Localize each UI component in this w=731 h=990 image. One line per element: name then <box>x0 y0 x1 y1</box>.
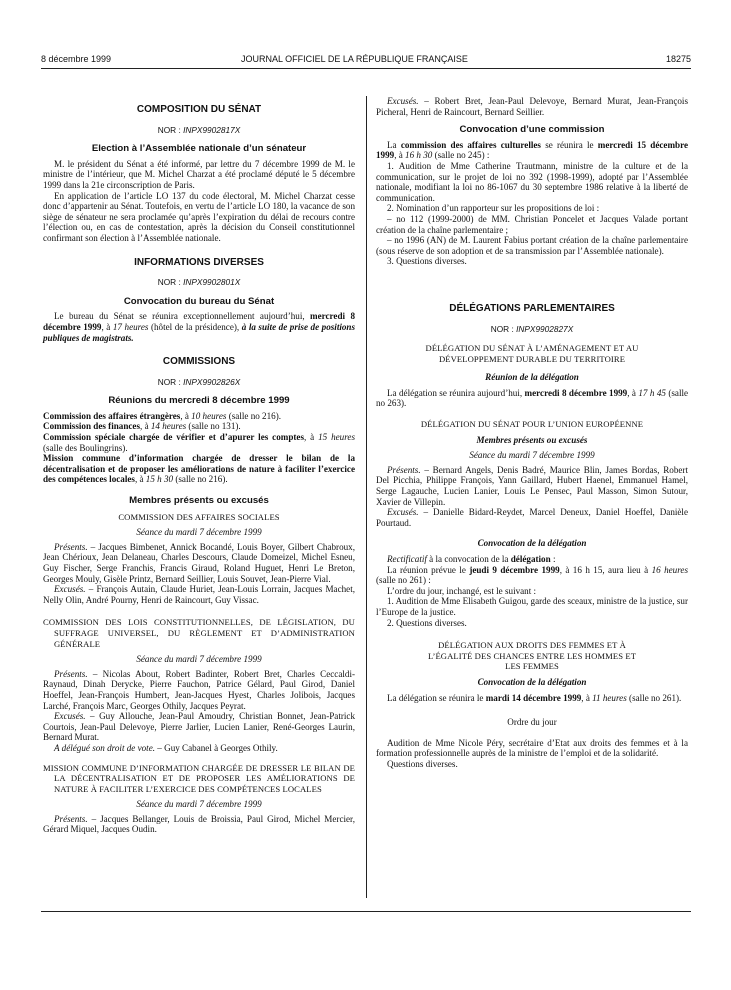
paragraph: La délégation se réunira aujourd’hui, mercredi 8 décembre 1999, à 17 h 45 (salle no 263). <box>376 387 689 409</box>
header-page-number: 18275 <box>665 54 691 64</box>
presents-list: Présents. – Jacques Bimbenet, Annick Bocandé, Louis Boyer, Gilbert Chabroux, Jean Chérioux, Jean Delaneau, Charles Descours, Claude Domeizel, Michel Esneu, Guy Fischer, Serge Franchis, Francis Giraud, Roland Huguet, Henri Le Breton, Georges Mouly, Gisèle Printz, Bernard Seillier, Louis Souvet, Jean-Pierre Vial. <box>43 541 355 584</box>
agenda-item: 2. Nomination d’un rapporteur sur les propositions de loi : <box>387 203 600 214</box>
agenda-item: 2. Questions diverses. <box>387 617 467 628</box>
agenda-item: 3. Questions diverses. <box>387 256 467 267</box>
agenda-subitem: – no 1996 (AN) de M. Laurent Fabius portant création de la chaîne parlementaire (sous réserve de son adoption et de sa transmission par l’Assemblée nationale). <box>376 235 688 256</box>
meeting-line: Commission spéciale chargée de vérifier et d’apurer les comptes, à 15 heures (salle des Boulingrins). <box>43 432 355 453</box>
excuses-list: Excusés. – Danielle Bidard-Reydet, Marcel Deneux, Daniel Hoeffel, Danièle Pourtaud. <box>376 507 688 528</box>
delegation-subtitle: Réunion de la délégation <box>485 372 579 383</box>
excuses-list: Excusés. – Guy Allouche, Jean-Paul Amoudry, Christian Bonnet, Jean-Patrick Courtois, Jean-Paul Delevoye, Pierre Jarlier, Lucien Lanier, René-Georges Laurin, Bernard Murat. <box>43 711 355 743</box>
excuses-list: Excusés. – Robert Bret, Jean-Paul Delevoye, Bernard Murat, Jean-François Picheral, Henri de Raincourt, Bernard Seillier. <box>376 96 688 117</box>
seance-date: Séance du mardi 7 décembre 1999 <box>136 654 262 665</box>
subsection-title-reunions: Réunions du mercredi 8 décembre 1999 <box>108 395 290 407</box>
meeting-line: Commission des affaires étrangères, à 10 heures (salle no 216). <box>43 410 282 421</box>
paragraph: Audition de Mme Nicole Péry, secrétaire d’Etat aux droits des femmes et à la formation professionnelle auprès de la ministre de l’emploi et de la solidarité. <box>376 737 688 759</box>
subsection-title-convocation: Convocation d’une commission <box>459 124 605 136</box>
nor-reference: NOR : INPX9902827X <box>490 323 574 334</box>
delegation-subtitle: Membres présents ou excusés <box>476 434 588 445</box>
paragraph: Questions diverses. <box>387 758 458 769</box>
section-title-commissions: COMMISSIONS <box>162 356 236 368</box>
paragraph: La réunion prévue le jeudi 9 décembre 1999, à 16 h 15, aura lieu à 16 heures (salle no 261) : <box>376 564 689 586</box>
paragraph: M. le président du Sénat a été informé, par lettre du 7 décembre 1999 de M. le ministre de l’intérieur, que M. Michel Charzat a été proclamé député le 5 décembre 1999 dans la 21e circonscription de Paris. <box>43 158 355 190</box>
header-date: 8 décembre 1999 <box>41 54 112 64</box>
header-journal-title: JOURNAL OFFICIEL DE LA RÉPUBLIQUE FRANÇAISE <box>241 54 468 64</box>
paragraph: En application de l’article LO 137 du code électoral, M. Michel Charzat cesse donc d’appartenir au Sénat. Toutefois, en vertu de l’article LO 180, la vacance de son siège de sénateur ne sera proclamée qu’après l’expiration du délai de recours contre l’élection ou, en cas de contestation, après la décision du Conseil constitutionnel confirmant son élection à l’Assemblée nationale. <box>43 190 355 243</box>
right-column <box>376 96 688 770</box>
vote-delegation: A délégué son droit de vote. – Guy Cabanel à Georges Othily. <box>54 742 278 753</box>
seance-date: Séance du mardi 7 décembre 1999 <box>136 527 262 538</box>
paragraph: Rectificatif à la convocation de la délégation : <box>387 554 556 564</box>
delegation-name: DÉLÉGATION DU SÉNAT À L’AMÉNAGEMENT ET AU DÉVELOPPEMENT DURABLE DU TERRITOIRE <box>425 343 639 364</box>
delegation-name: DÉLÉGATION DU SÉNAT POUR L’UNION EUROPÉENNE <box>420 419 644 430</box>
subsection-title-bureau: Convocation du bureau du Sénat <box>123 295 275 307</box>
nor-reference: NOR : INPX9902801X <box>157 277 241 288</box>
header-rule <box>41 68 691 69</box>
meeting-line: Mission commune d’information chargée de dresser le bilan de la décentralisation et de proposer les améliorations de nature à faciliter l’exercice des compétences locales, à 15 h 30 (salle no 216). <box>43 453 355 485</box>
paragraph: La commission des affaires culturelles se réunira le mercredi 15 décembre 1999, à 16 h 30 (salle no 245) : <box>376 139 689 161</box>
agenda-item: 1. Audition de Mme Elisabeth Guigou, garde des sceaux, ministre de la justice, sur l’Europe de la justice. <box>376 596 688 617</box>
presents-list: Présents. – Bernard Angels, Denis Badré, Maurice Blin, James Bordas, Robert Del Picchia, Philippe François, Yann Gaillard, Hubert Haenel, Emmanuel Hamel, Serge Lagauche, Lucien Lanier, Louis Le Pensec, Paul Masson, Simon Sutour, Xavier de Villepin. <box>376 464 688 507</box>
page-header <box>41 54 691 66</box>
subsection-title-membres: Membres présents ou excusés <box>129 495 269 507</box>
paragraph: La délégation se réunira le mardi 14 décembre 1999, à 11 heures (salle no 261). <box>387 692 682 703</box>
agenda-subitem: – no 112 (1999-2000) de MM. Christian Poncelet et Jacques Valade portant création de la chaîne parlementaire ; <box>376 213 688 235</box>
delegation-subtitle: Convocation de la délégation <box>477 538 587 549</box>
seance-date: Séance du mardi 7 décembre 1999 <box>469 450 595 461</box>
nor-reference: NOR : INPX9902826X <box>157 376 241 387</box>
delegation-subtitle: Convocation de la délégation <box>477 676 587 687</box>
meeting-line: Commission des finances, à 14 heures (salle no 131). <box>43 421 241 432</box>
paragraph: Le bureau du Sénat se réunira exceptionnellement aujourd’hui, mercredi 8 décembre 1999, à 17 heures (hôtel de la présidence), à la suite de prise de positions publiques de magistrats. <box>43 311 356 343</box>
commission-name: MISSION COMMUNE D’INFORMATION CHARGÉE DE DRESSER LE BILAN DE LA DÉCENTRALISATION ET DE PROPOSER LES AMÉLIORATIONS DE NATURE À FACILITER L’EXERCICE DES COMPÉTENCES LOCALES <box>43 762 355 794</box>
agenda-heading: Ordre du jour <box>507 717 557 728</box>
commission-name: COMMISSION DES LOIS CONSTITUTIONNELLES, DE LÉGISLATION, DU SUFFRAGE UNIVERSEL, DU RÈGLEMENT ET D’ADMINISTRATION GÉNÉRALE <box>43 617 355 649</box>
left-column <box>43 98 355 835</box>
section-title-composition: COMPOSITION DU SÉNAT <box>136 104 262 115</box>
delegation-name: DÉLÉGATION AUX DROITS DES FEMMES ET À L’ÉGALITÉ DES CHANCES ENTRE LES HOMMES ET LES FEMMES <box>427 640 637 672</box>
column-divider <box>366 96 367 898</box>
commission-name: COMMISSION DES AFFAIRES SOCIALES <box>118 511 280 522</box>
nor-reference: NOR : INPX9902817X <box>157 124 241 135</box>
agenda-item: 1. Audition de Mme Catherine Trautmann, ministre de la culture et de la communication, sur le projet de loi no 392 (1998-1999), adopté par l’Assemblée nationale, modifiant la loi no 86-1067 du 30 septembre 1986 relative à la liberté de communication. <box>376 160 688 203</box>
excuses-list: Excusés. – François Autain, Claude Huriet, Jean-Louis Lorrain, Jacques Machet, Nelly Olin, André Pourny, Henri de Raincourt, Guy Vissac. <box>43 584 355 605</box>
seance-date: Séance du mardi 7 décembre 1999 <box>136 799 262 810</box>
subsection-title-election: Election à l’Assemblée nationale d’un sénateur <box>91 143 307 155</box>
section-title-informations: INFORMATIONS DIVERSES <box>134 256 264 268</box>
presents-list: Présents. – Jacques Bellanger, Louis de Broissia, Paul Girod, Michel Mercier, Gérard Miquel, Jacques Oudin. <box>43 813 355 835</box>
presents-list: Présents. – Nicolas About, Robert Badinter, Robert Bret, Charles Ceccaldi-Raynaud, Dinah Derycke, Pierre Fauchon, Patrice Gélard, Paul Girod, Daniel Hoeffel, Jean-François Humbert, Jean-Jacques Hyest, Charles Jolibois, Jacques Larché, François Marc, Georges Othily, Jacques Peyrat. <box>43 668 355 711</box>
paragraph: L’ordre du jour, inchangé, est le suivant : <box>387 585 537 596</box>
footer-rule <box>41 911 691 912</box>
section-title-delegations: DÉLÉGATIONS PARLEMENTAIRES <box>449 302 615 314</box>
